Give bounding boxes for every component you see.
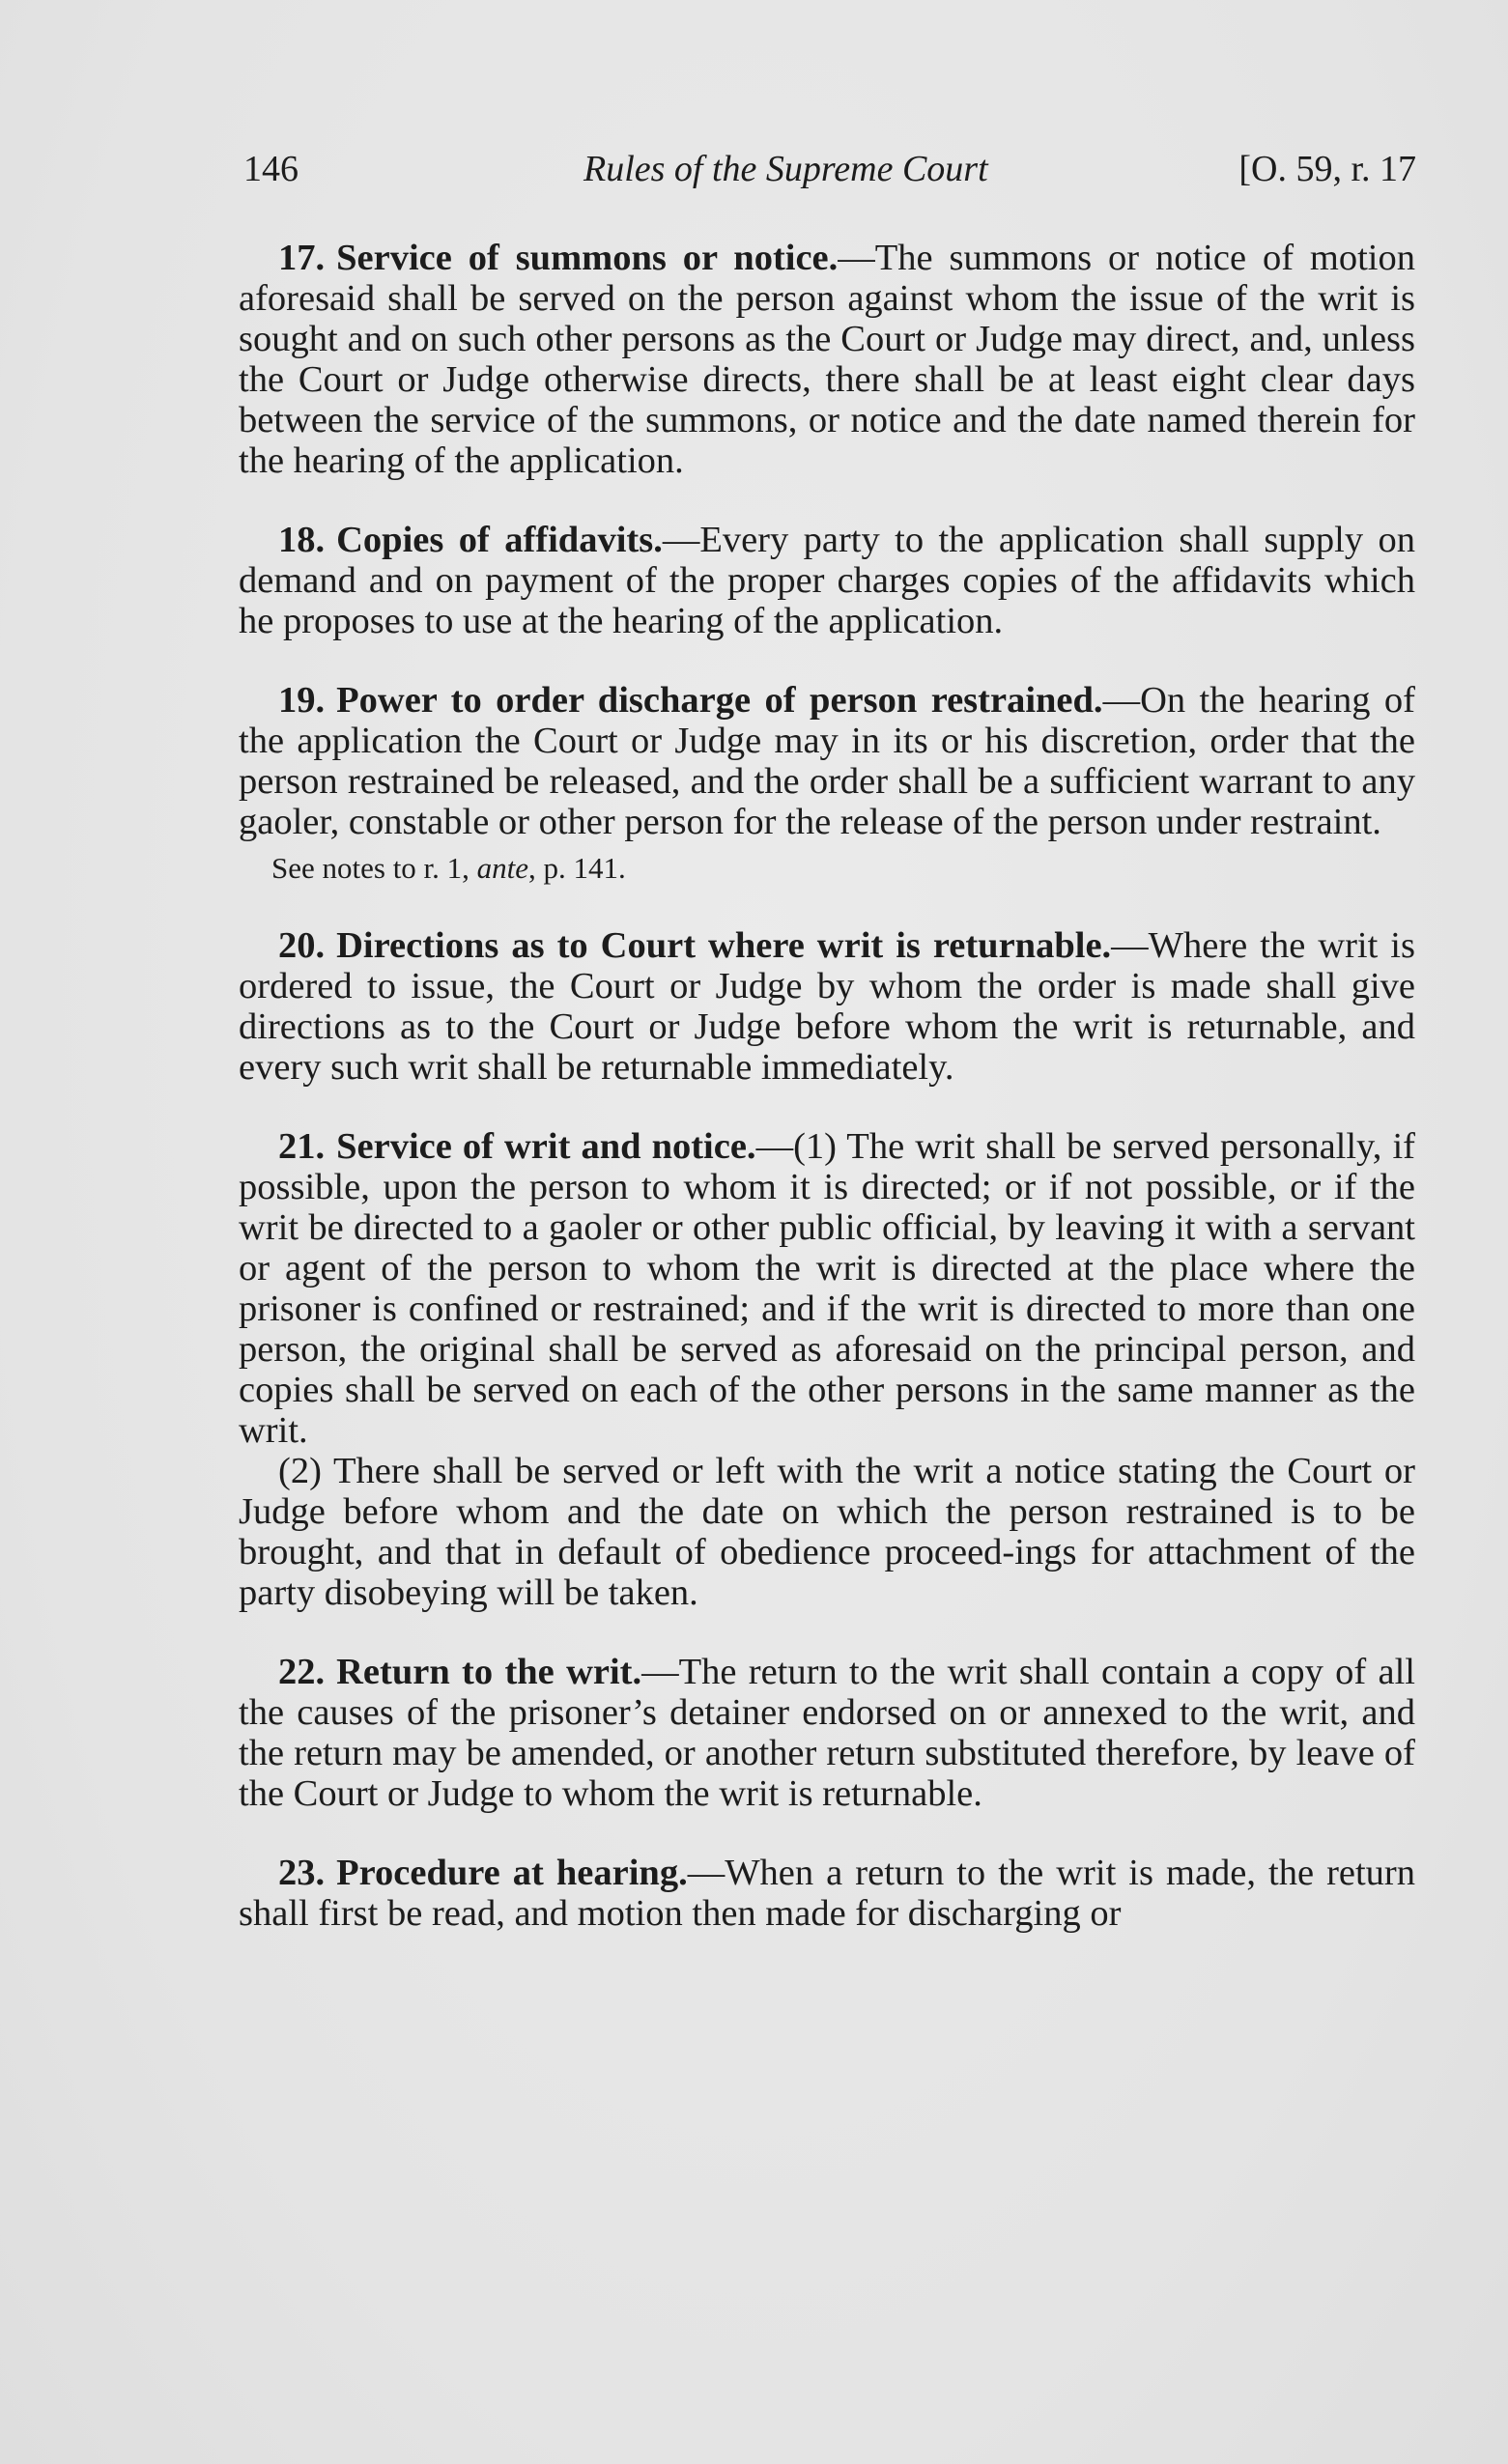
rule-paragraph — [239, 1853, 1415, 1934]
rule-text: —Every party to the application shall supply on demand and on payment of the proper charges copies of the affidavits which he proposes to use at the hearing of the application. — [239, 520, 1415, 641]
rule-heading: Service of writ and notice. — [336, 1126, 756, 1167]
body-text — [239, 238, 1415, 1972]
rule-number: 19. — [278, 680, 326, 721]
rule-21 — [239, 1126, 1415, 1613]
note-text: See notes to r. 1, — [271, 851, 477, 885]
rule-paragraph — [239, 1652, 1415, 1814]
rule-22 — [239, 1652, 1415, 1814]
rule-23 — [239, 1853, 1415, 1934]
rule-17 — [239, 238, 1415, 481]
rule-text: —The summons or notice of motion aforesaid shall be served on the person against whom the issue of the writ is sought and on such other persons as the Court or Judge may direct, and, unless the Court or Judge otherwise directs, there shall be at least eight clear days between the service of the summons, or notice and the date named therein for the hearing of the application. — [239, 238, 1415, 481]
rule-paragraph — [239, 680, 1415, 842]
rule-text: —On the hearing of the application the Court or Judge may in its or his discretion, order that the person restrained be released, and the order shall be a sufficient warrant to any gaoler, constable or other person for the release of the person under restraint. — [239, 680, 1415, 842]
rule-text: —Where the writ is ordered to issue, the Court or Judge by whom the order is made shall give directions as to the Court or Judge before whom the writ is returnable, and every such writ shall be returnable immediately. — [239, 925, 1415, 1088]
rule-paragraph — [239, 238, 1415, 481]
rule-number: 23. — [278, 1853, 326, 1893]
rule-subparagraph: (2) There shall be served or left with the writ a notice stating the Court or Judge before whom and the date on which the person restrained is to be brought, and that in default of obedience proceed-ings for attachment of the party disobeying will be taken. — [239, 1451, 1415, 1613]
rule-number: 20. — [278, 925, 326, 966]
editorial-note — [239, 850, 1415, 887]
rule-18 — [239, 520, 1415, 641]
rule-heading: Return to the writ. — [336, 1652, 642, 1692]
running-title: Rules of the Supreme Court — [583, 149, 988, 189]
rule-text: —The return to the writ shall contain a copy of all the causes of the prisoner’s detainer endorsed on or annexed to the writ, and the return may be amended, or another return substituted therefore, by leave of the Court or Judge to whom the writ is returnable. — [239, 1652, 1415, 1814]
rule-20 — [239, 925, 1415, 1088]
rule-number: 18. — [278, 520, 326, 560]
rule-paragraph — [239, 1126, 1415, 1451]
page-number: 146 — [243, 149, 299, 189]
rule-heading: Power to order discharge of person restrained. — [336, 680, 1103, 721]
rule-heading: Procedure at hearing. — [336, 1853, 688, 1893]
running-head — [243, 145, 1416, 193]
rule-heading: Directions as to Court where writ is returnable. — [336, 925, 1112, 966]
rule-number: 17. — [278, 238, 326, 278]
rule-heading: Service of summons or notice. — [336, 238, 839, 278]
rule-number: 22. — [278, 1652, 326, 1692]
rule-text: —When a return to the writ is made, the return shall first be read, and motion then made for discharging or — [239, 1853, 1416, 1934]
rule-paragraph — [239, 520, 1415, 641]
note-text-end: , p. 141. — [528, 851, 626, 885]
rule-number: 21. — [278, 1126, 326, 1167]
rule-19 — [239, 680, 1415, 842]
rule-text: —(1) The writ shall be served personally, if possible, upon the person to whom it is directed; or if not possible, or if the writ be directed to a gaoler or other public official, by leaving it with a servant or agent of the person to whom the writ is directed at the place where the prisoner is confined or restrained; and if the writ is directed to more than one person, the original shall be served as aforesaid on the principal person, and copies shall be served on each of the other persons in the same manner as the writ. — [239, 1126, 1415, 1451]
rule-heading: Copies of affidavits. — [336, 520, 663, 560]
order-rule-reference: [O. 59, r. 17 — [1238, 149, 1416, 189]
rule-paragraph — [239, 925, 1415, 1088]
note-italic: ante — [476, 851, 529, 885]
